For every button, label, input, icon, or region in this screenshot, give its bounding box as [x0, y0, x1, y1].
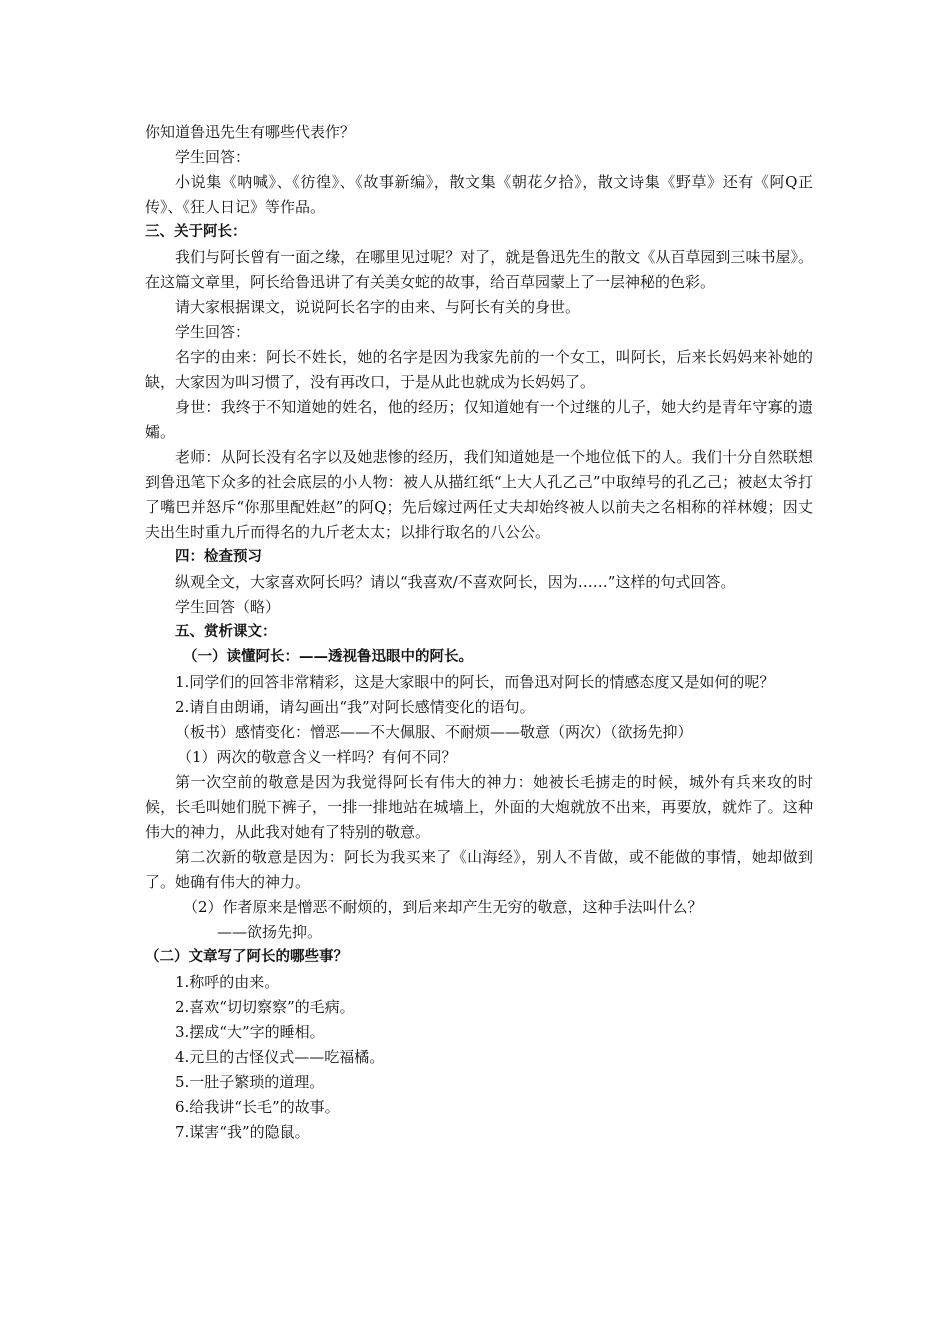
- section-4-heading: 四：检查预习: [175, 549, 262, 565]
- section-3-paragraph-2: 请大家根据课文，说说阿长名字的由来、与阿长有关的身世。: [175, 298, 581, 316]
- teacher-paragraph: 老师：从阿长没有名字以及她悲惨的经历，我们知道她是一个地位低下的人。我们十分自然联想到鲁迅笔下众多的社会底层的小人物：被人从描红纸“上大人孔乙己”中取绰号的孔乙己；被赵太爷打了嘴巴并怒斥“你那里配姓赵”的阿Q；先后嫁过两任丈夫却始终被人以前夫之名相称的祥林嫂；因丈夫出生时重九斤而得名的九斤老太太；以排行取名的八公公。: [145, 448, 813, 541]
- life-story-paragraph: 身世：我终于不知道她的姓名，他的经历；仅知道她有一个过继的儿子，她大约是青年守寡的遗孀。: [145, 398, 813, 441]
- section-3-heading: 三、关于阿长：: [145, 224, 247, 240]
- section-4-paragraph-1: 纵观全文，大家喜欢阿长吗？请以“我喜欢/不喜欢阿长，因为……”这样的句式回答。: [175, 573, 736, 591]
- list-item: 2.喜欢“切切察察”的毛病。: [175, 998, 355, 1016]
- question-2: （2）作者原来是憎恶不耐烦的，到后来却产生无穷的敬意，这种手法叫什么？: [183, 898, 703, 916]
- question-2-answer: ——欲扬先抑。: [217, 923, 323, 941]
- list-item: 3.摆成“大”字的睡相。: [175, 1023, 325, 1041]
- name-origin-paragraph: 名字的由来：阿长不姓长，她的名字是因为我家先前的一个女工，叫阿长，后来长妈妈来补她的缺，大家因为叫习惯了，没有再改口，于是从此也就成为长妈妈了。: [145, 348, 813, 391]
- list-item: 5.一肚子繁琐的道理。: [175, 1073, 325, 1091]
- student-answer-label: 学生回答：: [175, 148, 251, 166]
- subsection-1-item-1: 1.同学们的回答非常精彩，这是大家眼中的阿长，而鲁迅对阿长的情感态度又是如何的呢？: [175, 673, 775, 691]
- list-item: 1.称呼的由来。: [175, 973, 280, 991]
- student-answer-label: 学生回答：: [175, 323, 251, 341]
- document-page: [145, 120, 813, 1145]
- section-5-heading: 五、赏析课文：: [175, 624, 277, 640]
- board-notes: （板书）感情变化：憎恶——不大佩服、不耐烦——敬意（两次）（欲扬先抑）: [175, 723, 693, 741]
- second-respect-paragraph: 第二次新的敬意是因为：阿长为我买来了《山海经》，别人不肯做，或不能做的事情，她却做到了。她确有伟大的神力。: [145, 848, 813, 891]
- list-item: 4.元旦的古怪仪式——吃福橘。: [175, 1048, 385, 1066]
- subsection-2-heading: （二）文章写了阿长的哪些事？: [145, 949, 348, 965]
- list-item: 6.给我讲“长毛”的故事。: [175, 1098, 340, 1116]
- list-item: 7.谋害“我”的隐鼠。: [175, 1123, 310, 1141]
- works-answer: 小说集《呐喊》、《彷徨》、《故事新编》，散文集《朝花夕拾》，散文诗集《野草》还有《阿Q正传》、《狂人日记》等作品。: [145, 173, 813, 216]
- first-respect-paragraph: 第一次空前的敬意是因为我觉得阿长有伟大的神力：她被长毛掳走的时候，城外有兵来攻的时候，长毛叫她们脱下裤子，一排一排地站在城墙上，外面的大炮就放不出来，再要放，就炸了。这种伟大的神力，从此我对她有了特别的敬意。: [145, 773, 813, 841]
- question-works: 你知道鲁迅先生有哪些代表作？: [145, 123, 356, 141]
- section-3-paragraph-1: 我们与阿长曾有一面之缘，在哪里见过呢？对了，就是鲁迅先生的散文《从百草园到三味书屋》。在这篇文章里，阿长给鲁迅讲了有关美女蛇的故事，给百草园蒙上了一层神秘的色彩。: [145, 248, 813, 291]
- subsection-1-item-2: 2.请自由朗诵，请勾画出“我”对阿长感情变化的语句。: [175, 698, 535, 716]
- subsection-1-heading: （一）读懂阿长：——透视鲁迅眼中的阿长。: [183, 649, 473, 665]
- question-1: （1）两次的敬意含义一样吗？有何不同？: [177, 748, 457, 766]
- section-4-paragraph-2: 学生回答（略）: [175, 598, 281, 616]
